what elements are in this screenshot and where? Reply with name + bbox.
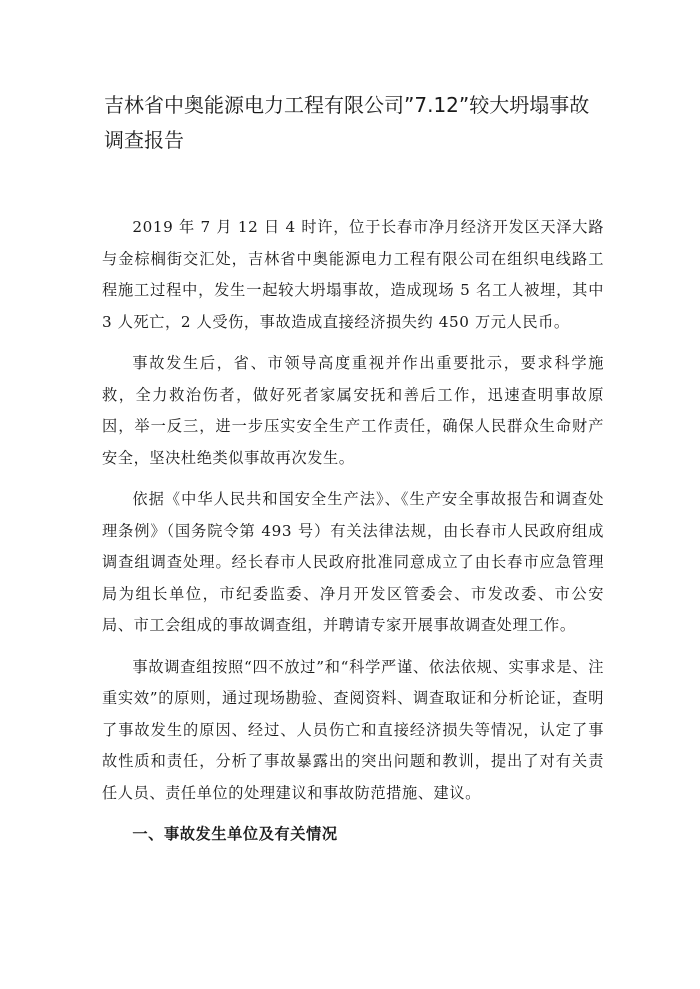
document-body bbox=[102, 212, 604, 861]
section-heading: 一、事故发生单位及有关情况 bbox=[132, 825, 338, 843]
paragraph-incident-summary: 2019 年 7 月 12 日 4 时许，位于长春市净月经济开发区天泽大路与金棕榈街交汇处，吉林省中奥能源电力工程有限公司在组织电线路工程施工过程中，发生一起较大坍塌事故，造成现场 5 名工人被埋，其中 3 人死亡，2 人受伤，事故造成直接经济损失约 450 万元人民币。 bbox=[102, 218, 604, 331]
paragraph-investigation-principles: 事故调查组按照“四不放过”和“科学严谨、依法依规、实事求是、注重实效”的原则，通过现场勘验、查阅资料、调查取证和分析论证，查明了事故发生的原因、经过、人员伤亡和直接经济损失等情况，认定了事故性质和责任，分析了事故暴露出的突出问题和教训，提出了对有关责任人员、责任单位的处理建议和事故防范措施、建议。 bbox=[102, 657, 604, 802]
paragraph-leadership-response: 事故发生后，省、市领导高度重视并作出重要批示，要求科学施救，全力救治伤者，做好死者家属安抚和善后工作，迅速查明事故原因，举一反三，进一步压实安全生产工作责任，确保人民群众生命财产安全，坚决杜绝类似事故再次发生。 bbox=[102, 354, 604, 467]
document-title: 吉林省中奥能源电力工程有限公司”7.12”较大坍塌事故调查报告 bbox=[104, 93, 590, 152]
paragraph-legal-basis: 依据《中华人民共和国安全生产法》、《生产安全事故报告和调查处理条例》（国务院令第 493 号）有关法律法规，由长春市人民政府组成调查组调查处理。经长春市人民政府批准同意成立了由长春市应急管理局为组长单位，市纪委监委、净月开发区管委会、市发改委、市公安局、市工会组成的事故调查组，并聘请专家开展事故调查处理工作。 bbox=[102, 490, 604, 634]
